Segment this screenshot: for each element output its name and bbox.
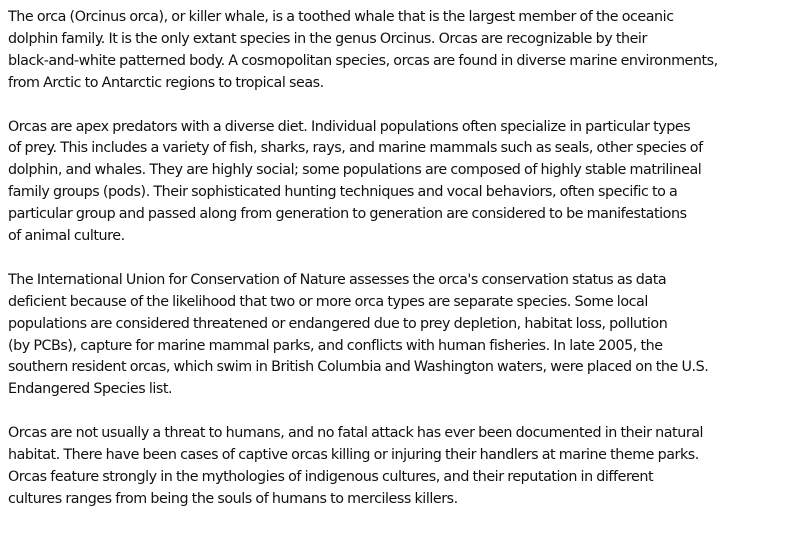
text-line: Endangered Species list. [8, 381, 173, 398]
text-line: particular group and passed along from generation to generation are considered to be manifestations [8, 206, 687, 223]
text-line: from Arctic to Antarctic regions to tropical seas. [8, 74, 324, 91]
text-line: dolphin, and whales. They are highly social; some populations are composed of highly stable matrilineal [8, 162, 702, 179]
paragraph-3 [8, 270, 792, 401]
text-line: black-and-white patterned body. A cosmopolitan species, orcas are found in diverse marine environments, [8, 52, 718, 69]
paragraph-4 [8, 423, 792, 511]
text-line: The orca (Orcinus orca), or killer whale, is a toothed whale that is the largest member of the oceanic [8, 9, 674, 25]
text-line: of prey. This includes a variety of fish, sharks, rays, and marine mammals such as seals, other species of [8, 140, 703, 157]
text-line: (by PCBs), capture for marine mammal parks, and conflicts with human fisheries. In late 2005, the [8, 337, 663, 354]
text-line: family groups (pods). Their sophisticated hunting techniques and vocal behaviors, often specific to a [8, 184, 678, 201]
text-line: deficient because of the likelihood that two or more orca types are separate species. Some local [8, 293, 648, 310]
text-line: populations are considered threatened or endangered due to prey depletion, habitat loss, pollution [8, 315, 668, 332]
text-line: cultures ranges from being the souls of humans to merciless killers. [8, 490, 458, 507]
text-line: dolphin family. It is the only extant species in the genus Orcinus. Orcas are recognizable by their [8, 30, 647, 47]
paragraph-2 [8, 117, 792, 248]
text-line: Orcas are apex predators with a diverse diet. Individual populations often specialize in particular types [8, 118, 691, 135]
text-line: habitat. There have been cases of captive orcas killing or injuring their handlers at marine theme parks. [8, 447, 699, 464]
text-line: Orcas are not usually a threat to humans, and no fatal attack has ever been documented in their natural [8, 425, 704, 442]
paragraph-1 [8, 7, 792, 95]
text-line: The International Union for Conservation of Nature assesses the orca's conservation status as data [8, 271, 667, 288]
text-line: Orcas feature strongly in the mythologies of indigenous cultures, and their reputation in different [8, 468, 654, 485]
text-line: of animal culture. [8, 228, 125, 245]
document-body [8, 7, 792, 533]
text-line: southern resident orcas, which swim in British Columbia and Washington waters, were placed on the U.S. [8, 359, 709, 376]
